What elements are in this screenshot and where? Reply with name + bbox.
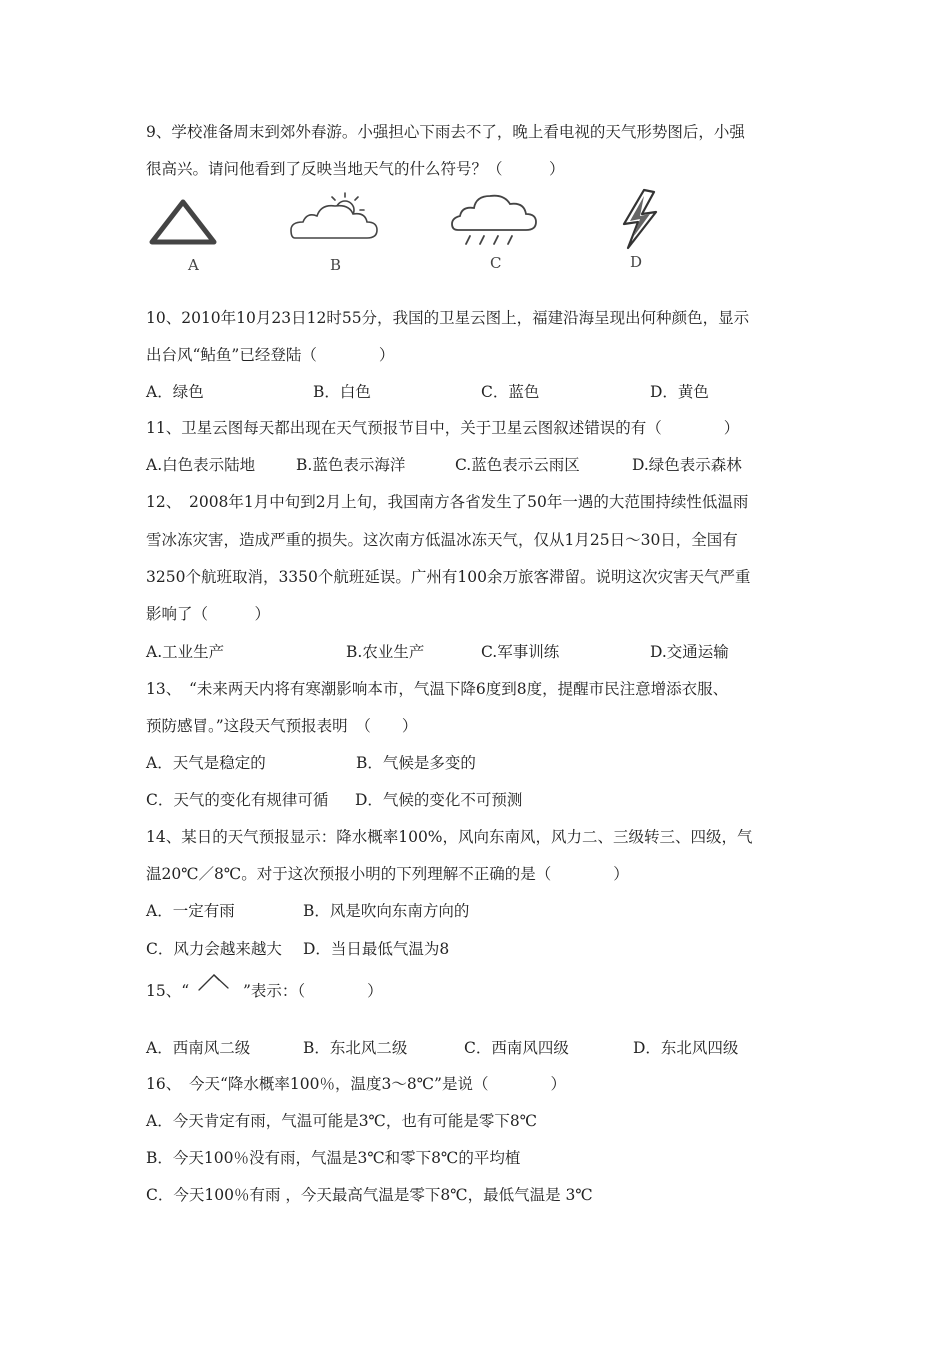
q10-line-1: 10、2010年10月23日12时55分，我国的卫星云图上，福建沿海呈现出何种颜色，显示 — [146, 309, 750, 327]
q10-option-d: D．黄色 — [650, 383, 709, 401]
q16-option-a: A．今天肯定有雨，气温可能是3℃，也有可能是零下8℃ — [146, 1112, 538, 1130]
q15-prefix: 15、“ — [146, 982, 190, 1000]
q14-line-1: 14、某日的天气预报显示：降水概率100%，风向东南风，风力二、三级转三、四级，气 — [146, 828, 753, 846]
q10-line-2: 出台风“鲇鱼”已经登陆（ ） — [146, 346, 395, 364]
q13-line-1: 13、 “未来两天内将有寒潮影响本市，气温下降6度到8度，提醒市民注意增添衣服、 — [146, 680, 729, 698]
q14-option-c: C．风力会越来越大 — [146, 940, 282, 958]
lightning-icon — [618, 188, 663, 250]
q12-option-a: A.工业生产 — [146, 643, 225, 661]
q14-option-d: D．当日最低气温为8 — [303, 940, 450, 958]
q15-option-d: D．东北风四级 — [633, 1039, 739, 1057]
q9-line-1: 9、学校准备周末到郊外春游。小强担心下雨去不了，晚上看电视的天气形势图后，小强 — [146, 123, 745, 141]
q11-line-1: 11、卫星云图每天都出现在天气预报节目中，关于卫星云图叙述错误的有（ ） — [146, 419, 740, 437]
symbol-label-d: D — [630, 253, 643, 271]
q13-option-d: D．气候的变化不可预测 — [355, 791, 523, 809]
q16-option-c: C．今天100％有雨 ，今天最高气温是零下8℃，最低气温是 3℃ — [146, 1186, 593, 1204]
wind-symbol-icon — [197, 971, 231, 993]
q12-line-4: 影响了（ ） — [146, 605, 271, 623]
q16-line-1: 16、 今天“降水概率100％，温度3～8℃”是说（ ） — [146, 1075, 566, 1093]
q12-option-c: C.军事训练 — [481, 643, 560, 661]
symbol-label-b: B — [330, 256, 342, 274]
sun-cloud-icon — [285, 190, 380, 245]
q12-option-d: D.交通运输 — [650, 643, 729, 661]
q12-line-3: 3250个航班取消，3350个航班延误。广州有100余万旅客滞留。说明这次灾害天气严重 — [146, 568, 751, 586]
q12-line-1: 12、 2008年1月中旬到2月上旬，我国南方各省发生了50年一遇的大范围持续性低温雨 — [146, 493, 749, 511]
q13-option-c: C．天气的变化有规律可循 — [146, 791, 329, 809]
q15-option-c: C．西南风四级 — [464, 1039, 569, 1057]
q15-option-a: A．西南风二级 — [146, 1039, 251, 1057]
symbol-label-c: C — [490, 254, 502, 272]
q10-option-c: C．蓝色 — [481, 383, 540, 401]
q14-line-2: 温20℃／8℃。对于这次预报小明的下列理解不正确的是（ ） — [146, 865, 629, 883]
q13-option-b: B．气候是多变的 — [356, 754, 476, 772]
q14-option-b: B．风是吹向东南方向的 — [303, 902, 470, 920]
q13-option-a: A．天气是稳定的 — [146, 754, 266, 772]
q11-option-d: D.绿色表示森林 — [632, 456, 742, 474]
q9-line-2: 很高兴。请问他看到了反映当地天气的什么符号？（ ） — [146, 160, 565, 178]
rain-cloud-icon — [448, 192, 540, 250]
q12-line-2: 雪冰冻灾害，造成严重的损失。这次南方低温冰冻天气，仅从1月25日～30日，全国有 — [146, 531, 738, 549]
q14-option-a: A．一定有雨 — [146, 902, 235, 920]
q10-option-b: B．白色 — [313, 383, 371, 401]
q11-option-c: C.蓝色表示云雨区 — [455, 456, 580, 474]
q11-option-b: B.蓝色表示海洋 — [296, 456, 406, 474]
q12-option-b: B.农业生产 — [346, 643, 425, 661]
q15-suffix: ”表示：（ ） — [243, 982, 383, 1000]
q10-option-a: A．绿色 — [146, 383, 204, 401]
triangle-icon — [148, 197, 218, 247]
symbol-label-a: A — [188, 256, 199, 274]
q11-option-a: A.白色表示陆地 — [146, 456, 256, 474]
q13-line-2: 预防感冒。”这段天气预报表明 （ ） — [146, 717, 418, 735]
q16-option-b: B．今天100％没有雨，气温是3℃和零下8℃的平均植 — [146, 1149, 521, 1167]
q15-option-b: B．东北风二级 — [303, 1039, 408, 1057]
